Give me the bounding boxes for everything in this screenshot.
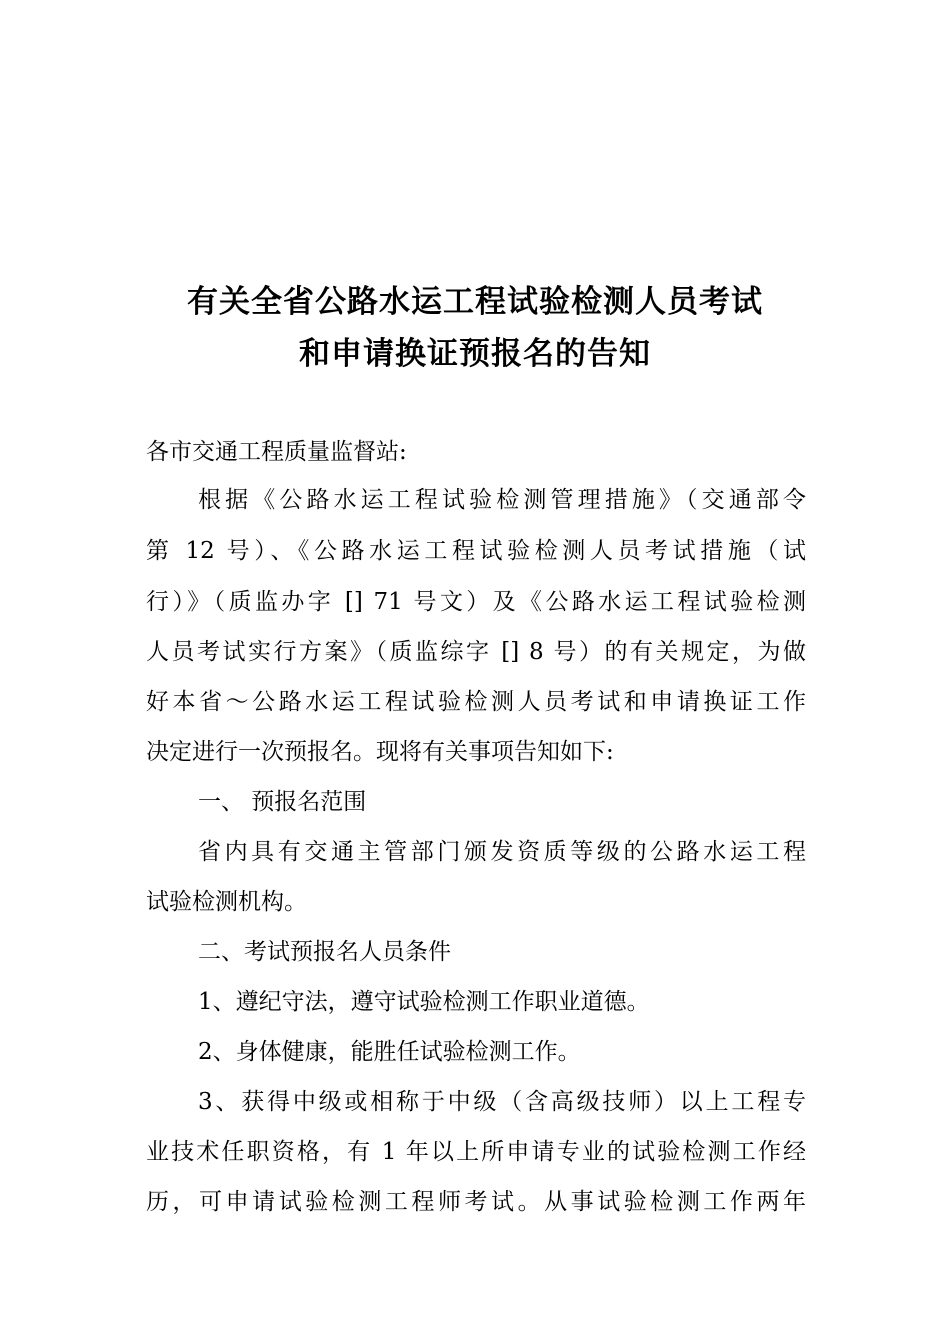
para1-line-1: 根据《公路水运工程试验检测管理措施》（交通部令 <box>198 487 806 513</box>
document-title-line-2: 和申请换证预报名的告知 <box>299 336 651 372</box>
condition-item-3-line-3: 历，可申请试验检测工程师考试。从事试验检测工作两年 <box>146 1189 806 1215</box>
para1-line-2: 第 12 号）、《公路水运工程试验检测人员考试措施（试 <box>146 538 806 564</box>
para1-line-6: 决定进行一次预报名。现将有关事项告知如下: <box>146 739 614 765</box>
salutation: 各市交通工程质量监督站: <box>146 439 407 465</box>
condition-item-2: 2、身体健康，能胜任试验检测工作。 <box>198 1039 581 1065</box>
condition-item-3-line-1: 3、获得中级或相称于中级（含高级技师）以上工程专 <box>198 1089 806 1115</box>
para1-line-3: 行）》（质监办字 [] 71 号文）及《公路水运工程试验检测 <box>146 589 806 615</box>
para1-line-4: 人员考试实行方案》（质监综字 [] 8 号）的有关规定，为做 <box>146 639 806 665</box>
section1-text-line-1: 省内具有交通主管部门颁发资质等级的公路水运工程 <box>198 839 806 865</box>
condition-item-3-line-2: 业技术任职资格，有 1 年以上所申请专业的试验检测工作经 <box>146 1139 806 1165</box>
section2-heading: 二、考试预报名人员条件 <box>198 939 451 965</box>
document-title-line-1: 有关全省公路水运工程试验检测人员考试 <box>187 284 763 320</box>
section1-text-line-2: 试验检测机构。 <box>146 889 307 915</box>
section1-heading: 一、 预报名范围 <box>198 789 367 815</box>
para1-line-5: 好本省～公路水运工程试验检测人员考试和申请换证工作 <box>146 689 806 715</box>
condition-item-1: 1、遵纪守法，遵守试验检测工作职业道德。 <box>198 989 650 1015</box>
